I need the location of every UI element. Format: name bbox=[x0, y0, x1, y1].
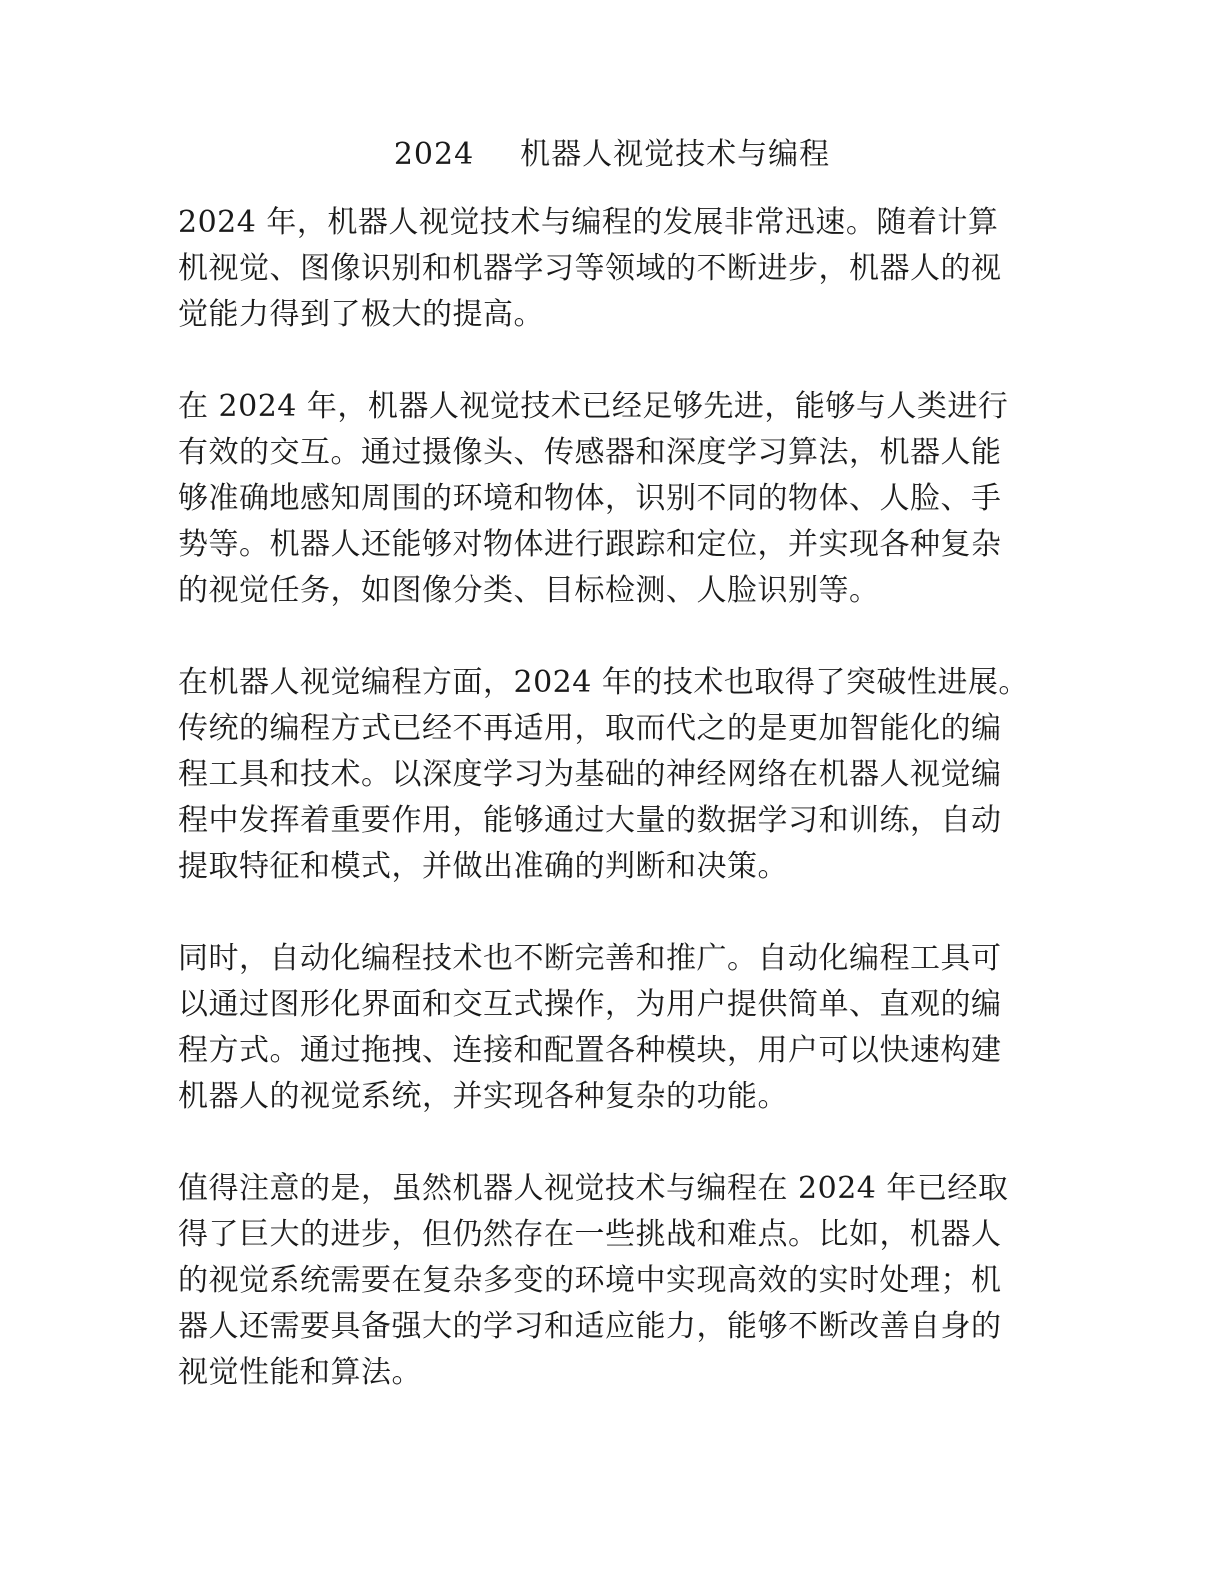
paragraph-line: 提取特征和模式，并做出准确的判断和决策。 bbox=[178, 849, 788, 884]
title-year: 2024 bbox=[393, 137, 475, 172]
document-body bbox=[178, 200, 1058, 1442]
paragraph-line: 势等。机器人还能够对物体进行跟踪和定位，并实现各种复杂 bbox=[178, 527, 1002, 562]
paragraph-line: 器人还需要具备强大的学习和适应能力，能够不断改善自身的 bbox=[178, 1309, 1002, 1344]
paragraph-5 bbox=[178, 1166, 1058, 1396]
title-text: 机器人视觉技术与编程 bbox=[520, 137, 831, 172]
paragraph-line: 程方式。通过拖拽、连接和配置各种模块，用户可以快速构建 bbox=[178, 1033, 1002, 1068]
paragraph-line: 觉能力得到了极大的提高。 bbox=[178, 297, 544, 332]
paragraph-line: 在 2024 年，机器人视觉技术已经足够先进，能够与人类进行 bbox=[178, 389, 1009, 424]
paragraph-line: 在机器人视觉编程方面，2024 年的技术也取得了突破性进展。 bbox=[178, 665, 1029, 700]
paragraph-2 bbox=[178, 384, 1058, 614]
paragraph-line: 视觉性能和算法。 bbox=[178, 1355, 422, 1390]
paragraph-line: 以通过图形化界面和交互式操作，为用户提供简单、直观的编 bbox=[178, 987, 1002, 1022]
paragraph-line: 机视觉、图像识别和机器学习等领域的不断进步，机器人的视 bbox=[178, 251, 1002, 286]
paragraph-3 bbox=[178, 660, 1058, 890]
paragraph-line: 的视觉系统需要在复杂多变的环境中实现高效的实时处理；机 bbox=[178, 1263, 1002, 1298]
paragraph-line: 值得注意的是，虽然机器人视觉技术与编程在 2024 年已经取 bbox=[178, 1171, 1009, 1206]
paragraph-line: 得了巨大的进步，但仍然存在一些挑战和难点。比如，机器人 bbox=[178, 1217, 1002, 1252]
paragraph-line: 有效的交互。通过摄像头、传感器和深度学习算法，机器人能 bbox=[178, 435, 1002, 470]
paragraph-4 bbox=[178, 936, 1058, 1120]
paragraph-line: 程工具和技术。以深度学习为基础的神经网络在机器人视觉编 bbox=[178, 757, 1002, 792]
paragraph-line: 同时，自动化编程技术也不断完善和推广。自动化编程工具可 bbox=[178, 941, 1002, 976]
paragraph-line: 2024 年，机器人视觉技术与编程的发展非常迅速。随着计算 bbox=[178, 205, 999, 240]
paragraph-line: 机器人的视觉系统，并实现各种复杂的功能。 bbox=[178, 1079, 788, 1114]
paragraph-line: 传统的编程方式已经不再适用，取而代之的是更加智能化的编 bbox=[178, 711, 1002, 746]
document-title bbox=[0, 134, 1224, 176]
paragraph-line: 够准确地感知周围的环境和物体，识别不同的物体、人脸、手 bbox=[178, 481, 1002, 516]
paragraph-1 bbox=[178, 200, 1058, 338]
paragraph-line: 的视觉任务，如图像分类、目标检测、人脸识别等。 bbox=[178, 573, 880, 608]
paragraph-line: 程中发挥着重要作用，能够通过大量的数据学习和训练，自动 bbox=[178, 803, 1002, 838]
